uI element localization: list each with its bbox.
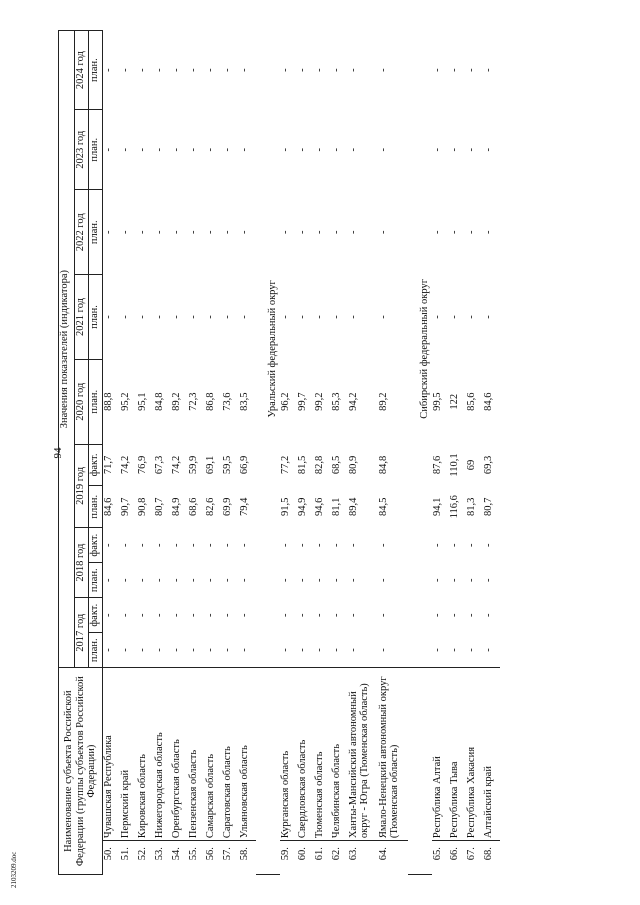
value-2017-fact: - xyxy=(331,613,342,617)
region-name: Республика Хакасия xyxy=(466,668,483,841)
table-row xyxy=(378,31,408,875)
region-name: Ульяновская область xyxy=(239,668,256,841)
value-2019-plan: 90,7 xyxy=(120,497,131,516)
value-2019-plan: 81,3 xyxy=(466,497,477,516)
value-2023-plan: - xyxy=(348,148,359,152)
value-2018-plan: - xyxy=(103,578,114,582)
value-2024-plan: - xyxy=(239,68,250,72)
value-2020-plan: 85,3 xyxy=(331,392,342,411)
value-2023-plan: - xyxy=(483,148,494,152)
value-2019-fact: 68,5 xyxy=(331,455,342,475)
row-number: 64. xyxy=(378,847,389,861)
region-name: Свердловская область xyxy=(297,668,314,841)
value-2024-plan: - xyxy=(449,68,460,72)
value-2018-fact: - xyxy=(222,543,233,547)
value-2017-plan: - xyxy=(154,648,165,652)
value-2023-plan: - xyxy=(297,148,308,152)
value-2018-plan: - xyxy=(449,578,460,582)
value-2021-plan: - xyxy=(449,315,460,319)
value-2020-plan: 96,2 xyxy=(280,392,291,411)
value-2021-plan: - xyxy=(378,315,389,319)
row-number: 65. xyxy=(432,847,443,861)
value-2021-plan: - xyxy=(314,315,325,319)
value-2024-plan: - xyxy=(280,68,291,72)
federal-district-label: Уральский федеральный округ xyxy=(266,280,278,418)
value-2018-plan: - xyxy=(222,578,233,582)
value-2022-plan: - xyxy=(171,230,182,234)
value-2024-plan: - xyxy=(137,68,148,72)
value-2020-plan: 89,2 xyxy=(378,392,389,411)
value-2017-fact: - xyxy=(137,613,148,617)
plan-header: план. xyxy=(89,563,103,598)
value-2024-plan: - xyxy=(314,68,325,72)
document-filename: 2103209.doc xyxy=(10,851,18,888)
value-2022-plan: - xyxy=(297,230,308,234)
value-2017-plan: - xyxy=(137,648,148,652)
value-2017-plan: - xyxy=(378,648,389,652)
value-2023-plan: - xyxy=(449,148,460,152)
values-title-header: Значения показателей (индикатора) xyxy=(59,31,75,668)
value-2017-fact: - xyxy=(297,613,308,617)
value-2018-plan: - xyxy=(205,578,216,582)
table-row xyxy=(280,31,297,875)
region-name: Ханты-Мансийский автономный округ - Югра (Тюменская область) xyxy=(348,668,378,841)
value-2023-plan: - xyxy=(120,148,131,152)
table-row xyxy=(466,31,483,875)
value-2018-fact: - xyxy=(171,543,182,547)
region-name: Кировская область xyxy=(137,668,154,841)
value-2018-plan: - xyxy=(137,578,148,582)
value-2024-plan: - xyxy=(188,68,199,72)
value-2019-plan: 84,9 xyxy=(171,497,182,516)
year-header-2019: 2019 год xyxy=(75,444,89,528)
value-2017-plan: - xyxy=(297,648,308,652)
year-header-2020: 2020 год xyxy=(75,359,89,444)
value-2017-plan: - xyxy=(348,648,359,652)
year-header-2022: 2022 год xyxy=(75,190,89,275)
table-row xyxy=(239,31,256,875)
value-2019-fact: 69,3 xyxy=(483,455,494,475)
table-row xyxy=(188,31,205,875)
value-2017-plan: - xyxy=(449,648,460,652)
value-2019-fact: 69,1 xyxy=(205,455,216,475)
value-2017-fact: - xyxy=(483,613,494,617)
value-2018-plan: - xyxy=(280,578,291,582)
value-2017-plan: - xyxy=(432,648,443,652)
row-number: 52. xyxy=(137,847,148,861)
value-2020-plan: 84,8 xyxy=(154,392,165,411)
value-2018-fact: - xyxy=(154,543,165,547)
value-2017-plan: - xyxy=(239,648,250,652)
value-2017-fact: - xyxy=(348,613,359,617)
table-row xyxy=(120,31,137,875)
value-2017-fact: - xyxy=(239,613,250,617)
value-2022-plan: - xyxy=(154,230,165,234)
value-2017-plan: - xyxy=(314,648,325,652)
value-2019-fact: 66,9 xyxy=(239,455,250,475)
value-2021-plan: - xyxy=(483,315,494,319)
table-body xyxy=(103,31,501,875)
value-2024-plan: - xyxy=(432,68,443,72)
region-name-header: Наименование субъекта Российской Федерации (группы субъектов Российской Федерации) xyxy=(59,668,103,875)
region-name: Самарская область xyxy=(205,668,222,841)
value-2022-plan: - xyxy=(280,230,291,234)
region-name: Чувашская Республика xyxy=(103,668,121,841)
value-2018-fact: - xyxy=(205,543,216,547)
federal-district-row xyxy=(256,31,280,875)
row-number: 53. xyxy=(154,847,165,861)
value-2018-plan: - xyxy=(239,578,250,582)
value-2024-plan: - xyxy=(103,68,114,72)
value-2023-plan: - xyxy=(154,148,165,152)
value-2020-plan: 86,8 xyxy=(205,392,216,411)
value-2021-plan: - xyxy=(171,315,182,319)
value-2023-plan: - xyxy=(103,148,114,152)
table-row xyxy=(171,31,188,875)
table-row xyxy=(449,31,466,875)
value-2019-plan: 94,9 xyxy=(297,497,308,516)
value-2022-plan: - xyxy=(137,230,148,234)
region-name: Курганская область xyxy=(280,668,297,841)
value-2018-plan: - xyxy=(348,578,359,582)
value-2024-plan: - xyxy=(378,68,389,72)
value-2019-fact: 81,5 xyxy=(297,455,308,475)
row-number: 68. xyxy=(483,847,494,861)
value-2019-plan: 79,4 xyxy=(239,497,250,516)
value-2020-plan: 73,6 xyxy=(222,392,233,411)
row-number: 66. xyxy=(449,847,460,861)
value-2023-plan: - xyxy=(137,148,148,152)
value-2018-plan: - xyxy=(297,578,308,582)
value-2022-plan: - xyxy=(466,230,477,234)
value-2017-fact: - xyxy=(432,613,443,617)
value-2019-plan: 84,5 xyxy=(378,497,389,516)
plan-header: план. xyxy=(89,31,103,110)
value-2017-fact: - xyxy=(103,613,114,617)
value-2019-fact: 67,3 xyxy=(154,455,165,475)
value-2019-plan: 91,5 xyxy=(280,497,291,516)
value-2018-fact: - xyxy=(348,543,359,547)
value-2019-fact: 59,5 xyxy=(222,455,233,475)
value-2018-fact: - xyxy=(378,543,389,547)
value-2021-plan: - xyxy=(239,315,250,319)
value-2018-plan: - xyxy=(154,578,165,582)
value-2019-plan: 116,6 xyxy=(449,495,460,519)
value-2019-fact: 71,7 xyxy=(103,455,114,475)
value-2018-fact: - xyxy=(314,543,325,547)
value-2017-fact: - xyxy=(154,613,165,617)
value-2019-plan: 81,1 xyxy=(331,497,342,516)
value-2018-fact: - xyxy=(449,543,460,547)
value-2022-plan: - xyxy=(239,230,250,234)
value-2023-plan: - xyxy=(331,148,342,152)
plan-header: план. xyxy=(89,359,103,444)
value-2021-plan: - xyxy=(188,315,199,319)
value-2020-plan: 94,2 xyxy=(348,392,359,411)
value-2019-plan: 94,1 xyxy=(432,497,443,516)
value-2022-plan: - xyxy=(120,230,131,234)
value-2020-plan: 88,8 xyxy=(103,392,114,411)
value-2018-fact: - xyxy=(280,543,291,547)
value-2024-plan: - xyxy=(154,68,165,72)
value-2018-plan: - xyxy=(171,578,182,582)
value-2023-plan: - xyxy=(314,148,325,152)
value-2019-plan: 69,9 xyxy=(222,497,233,516)
region-name: Ямало-Ненецкий автономный округ (Тюменская область) xyxy=(378,668,408,841)
indicator-table xyxy=(58,30,500,875)
value-2024-plan: - xyxy=(348,68,359,72)
value-2019-fact: 110,1 xyxy=(449,453,460,477)
value-2022-plan: - xyxy=(222,230,233,234)
value-2021-plan: - xyxy=(205,315,216,319)
value-2019-fact: 84,8 xyxy=(378,455,389,475)
value-2022-plan: - xyxy=(103,230,114,234)
value-2021-plan: - xyxy=(466,315,477,319)
value-2023-plan: - xyxy=(222,148,233,152)
value-2024-plan: - xyxy=(171,68,182,72)
value-2024-plan: - xyxy=(222,68,233,72)
value-2023-plan: - xyxy=(188,148,199,152)
value-2022-plan: - xyxy=(348,230,359,234)
value-2019-fact: 76,9 xyxy=(137,455,148,475)
value-2018-fact: - xyxy=(483,543,494,547)
value-2017-fact: - xyxy=(222,613,233,617)
fact-header: факт. xyxy=(89,598,103,633)
value-2022-plan: - xyxy=(314,230,325,234)
value-2024-plan: - xyxy=(120,68,131,72)
value-2017-plan: - xyxy=(205,648,216,652)
value-2017-plan: - xyxy=(188,648,199,652)
value-2023-plan: - xyxy=(466,148,477,152)
value-2018-plan: - xyxy=(378,578,389,582)
value-2022-plan: - xyxy=(378,230,389,234)
value-2020-plan: 99,2 xyxy=(314,392,325,411)
region-name: Тюменская область xyxy=(314,668,331,841)
plan-header: план. xyxy=(89,275,103,360)
value-2019-fact: 82,8 xyxy=(314,455,325,475)
table-row xyxy=(483,31,500,875)
value-2024-plan: - xyxy=(466,68,477,72)
value-2017-fact: - xyxy=(120,613,131,617)
value-2018-plan: - xyxy=(331,578,342,582)
group-spacer xyxy=(256,668,280,875)
plan-header: план. xyxy=(89,110,103,190)
value-2018-plan: - xyxy=(314,578,325,582)
value-2022-plan: - xyxy=(449,230,460,234)
value-2020-plan: 89,2 xyxy=(171,392,182,411)
year-header-2017: 2017 год xyxy=(75,598,89,668)
value-2017-plan: - xyxy=(280,648,291,652)
rotated-table-page xyxy=(58,30,620,875)
federal-district-row xyxy=(408,31,432,875)
year-header-2018: 2018 год xyxy=(75,528,89,598)
year-header-2024: 2024 год xyxy=(75,31,89,110)
value-2024-plan: - xyxy=(205,68,216,72)
value-2017-fact: - xyxy=(314,613,325,617)
value-2020-plan: 99,7 xyxy=(297,392,308,411)
value-2022-plan: - xyxy=(188,230,199,234)
value-2021-plan: - xyxy=(103,315,114,319)
value-2020-plan: 95,2 xyxy=(120,392,131,411)
row-number: 50. xyxy=(103,847,114,861)
table-row xyxy=(103,31,121,875)
value-2019-plan: 82,6 xyxy=(205,497,216,516)
value-2018-plan: - xyxy=(432,578,443,582)
row-number: 61. xyxy=(314,847,325,861)
value-2023-plan: - xyxy=(239,148,250,152)
value-2018-plan: - xyxy=(188,578,199,582)
value-2021-plan: - xyxy=(120,315,131,319)
value-2017-plan: - xyxy=(483,648,494,652)
region-name: Саратовская область xyxy=(222,668,239,841)
value-2017-plan: - xyxy=(120,648,131,652)
row-number: 54. xyxy=(171,847,182,861)
row-number: 56. xyxy=(205,847,216,861)
year-header-2023: 2023 год xyxy=(75,110,89,190)
value-2020-plan: 99,5 xyxy=(432,392,443,411)
value-2018-fact: - xyxy=(432,543,443,547)
value-2021-plan: - xyxy=(297,315,308,319)
table-row xyxy=(432,31,449,875)
year-header-2021: 2021 год xyxy=(75,275,89,360)
value-2024-plan: - xyxy=(483,68,494,72)
value-2019-plan: 68,6 xyxy=(188,497,199,516)
plan-header: план. xyxy=(89,486,103,528)
row-number: 62. xyxy=(331,847,342,861)
value-2019-plan: 90,8 xyxy=(137,497,148,516)
row-number: 67. xyxy=(466,847,477,861)
value-2019-plan: 89,4 xyxy=(348,497,359,516)
value-2018-plan: - xyxy=(483,578,494,582)
region-name: Алтайский край xyxy=(483,668,500,841)
table-row xyxy=(222,31,239,875)
value-2017-plan: - xyxy=(466,648,477,652)
group-spacer xyxy=(408,668,432,875)
value-2017-plan: - xyxy=(171,648,182,652)
value-2022-plan: - xyxy=(331,230,342,234)
table-row xyxy=(297,31,314,875)
value-2020-plan: 122 xyxy=(449,393,460,410)
table-row xyxy=(348,31,378,875)
value-2018-plan: - xyxy=(466,578,477,582)
region-name: Республика Тыва xyxy=(449,668,466,841)
value-2019-fact: 74,2 xyxy=(171,455,182,475)
row-number: 59. xyxy=(280,847,291,861)
value-2020-plan: 72,3 xyxy=(188,392,199,411)
value-2019-fact: 69 xyxy=(466,459,477,471)
value-2020-plan: 84,6 xyxy=(483,392,494,411)
value-2023-plan: - xyxy=(378,148,389,152)
value-2019-fact: 59,9 xyxy=(188,455,199,475)
row-number: 57. xyxy=(222,847,233,861)
region-name: Республика Алтай xyxy=(432,668,449,841)
value-2021-plan: - xyxy=(154,315,165,319)
value-2019-plan: 80,7 xyxy=(483,497,494,516)
region-name: Челябинская область xyxy=(331,668,348,841)
fact-header: факт. xyxy=(89,444,103,486)
value-2017-fact: - xyxy=(378,613,389,617)
value-2017-fact: - xyxy=(449,613,460,617)
row-number: 60. xyxy=(297,847,308,861)
value-2021-plan: - xyxy=(222,315,233,319)
value-2023-plan: - xyxy=(171,148,182,152)
value-2020-plan: 85,6 xyxy=(466,392,477,411)
value-2017-plan: - xyxy=(103,648,114,652)
value-2021-plan: - xyxy=(331,315,342,319)
plan-header: план. xyxy=(89,190,103,275)
value-2022-plan: - xyxy=(432,230,443,234)
fact-header: факт. xyxy=(89,528,103,563)
value-2023-plan: - xyxy=(205,148,216,152)
value-2018-fact: - xyxy=(188,543,199,547)
value-2019-plan: 94,6 xyxy=(314,497,325,516)
value-2017-fact: - xyxy=(280,613,291,617)
plan-header: план. xyxy=(89,633,103,668)
value-2019-fact: 74,2 xyxy=(120,455,131,475)
value-2021-plan: - xyxy=(432,315,443,319)
value-2021-plan: - xyxy=(280,315,291,319)
federal-district-label: Сибирский федеральный округ xyxy=(418,278,430,419)
value-2021-plan: - xyxy=(348,315,359,319)
value-2019-plan: 84,6 xyxy=(103,497,114,516)
value-2017-fact: - xyxy=(171,613,182,617)
region-name: Оренбургская область xyxy=(171,668,188,841)
value-2018-fact: - xyxy=(297,543,308,547)
value-2023-plan: - xyxy=(432,148,443,152)
value-2018-fact: - xyxy=(466,543,477,547)
value-2022-plan: - xyxy=(483,230,494,234)
row-number: 58. xyxy=(239,847,250,861)
region-name: Пензенская область xyxy=(188,668,205,841)
value-2022-plan: - xyxy=(205,230,216,234)
value-2023-plan: - xyxy=(280,148,291,152)
value-2024-plan: - xyxy=(297,68,308,72)
value-2020-plan: 95,1 xyxy=(137,392,148,411)
value-2021-plan: - xyxy=(137,315,148,319)
value-2017-fact: - xyxy=(188,613,199,617)
value-2019-fact: 77,2 xyxy=(280,455,291,475)
value-2017-fact: - xyxy=(466,613,477,617)
value-2017-plan: - xyxy=(331,648,342,652)
table-row xyxy=(331,31,348,875)
value-2018-fact: - xyxy=(103,543,114,547)
value-2018-fact: - xyxy=(120,543,131,547)
row-number: 55. xyxy=(188,847,199,861)
row-number: 51. xyxy=(120,847,131,861)
region-name: Пермский край xyxy=(120,668,137,841)
row-number: 63. xyxy=(348,847,359,861)
value-2017-plan: - xyxy=(222,648,233,652)
table-row xyxy=(137,31,154,875)
value-2020-plan: 83,5 xyxy=(239,392,250,411)
value-2019-fact: 80,9 xyxy=(348,455,359,475)
value-2018-fact: - xyxy=(137,543,148,547)
value-2024-plan: - xyxy=(331,68,342,72)
value-2019-plan: 80,7 xyxy=(154,497,165,516)
value-2017-fact: - xyxy=(205,613,216,617)
page-number: 94 xyxy=(52,447,64,459)
table-row xyxy=(205,31,222,875)
value-2019-fact: 87,6 xyxy=(432,455,443,475)
value-2018-fact: - xyxy=(239,543,250,547)
value-2018-fact: - xyxy=(331,543,342,547)
table-row xyxy=(154,31,171,875)
region-name: Нижегородская область xyxy=(154,668,171,841)
value-2018-plan: - xyxy=(120,578,131,582)
table-row xyxy=(314,31,331,875)
